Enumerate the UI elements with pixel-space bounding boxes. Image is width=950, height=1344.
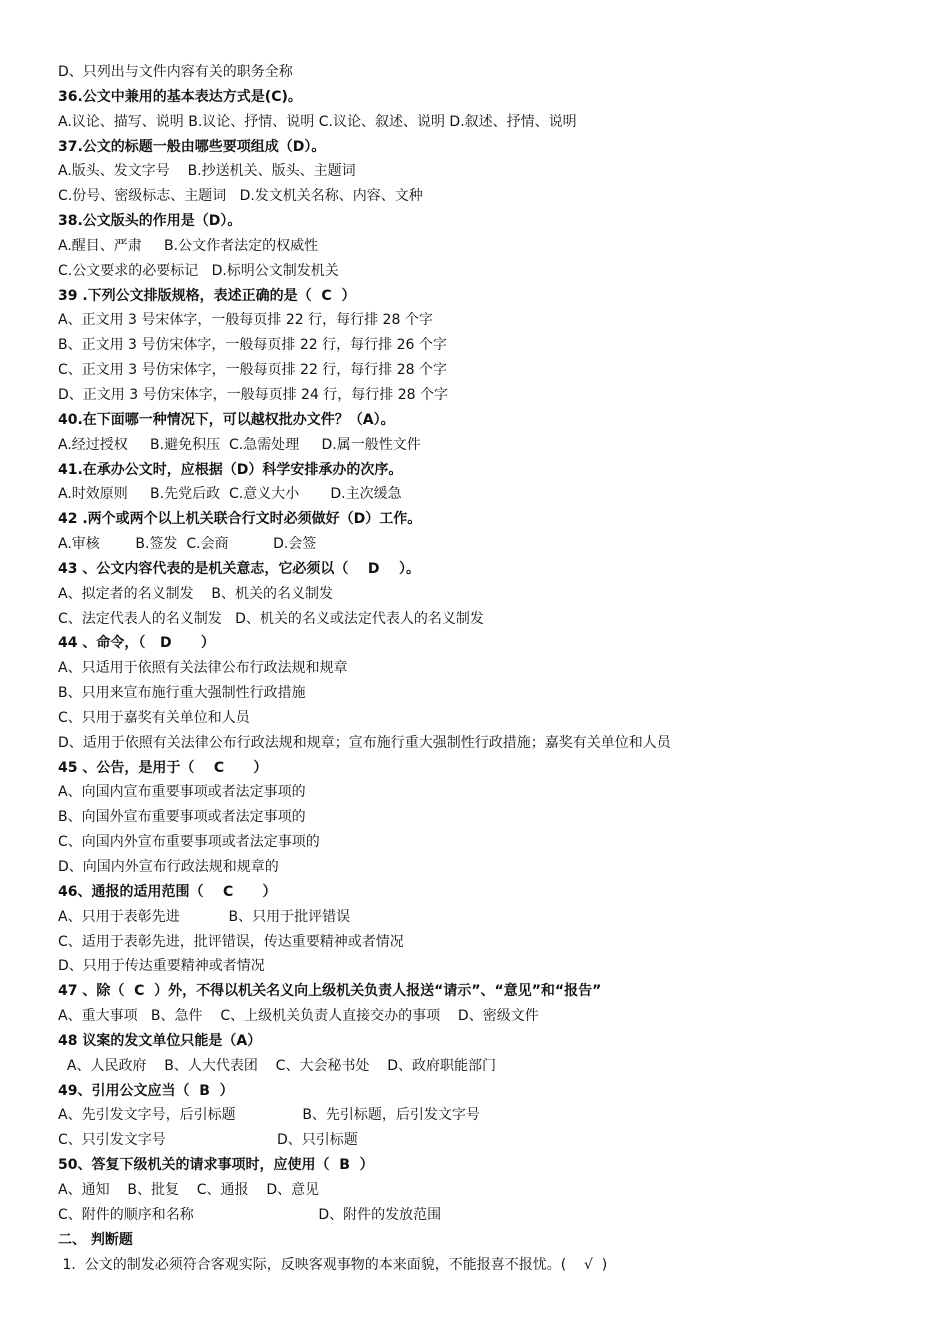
option-line: A、向国内宣布重要事项或者法定事项的 bbox=[58, 784, 306, 801]
option-line: D、向国内外宣布行政法规和规章的 bbox=[58, 859, 279, 875]
document-page bbox=[58, 60, 918, 1277]
question-44: 44 、命令，（ D ） bbox=[58, 635, 215, 652]
question-36: 36.公文中兼用的基本表达方式是(C)。 bbox=[58, 88, 302, 105]
section-heading: 二、 判断题 bbox=[58, 1231, 133, 1248]
question-46: 46、通报的适用范围（ C ） bbox=[58, 883, 277, 900]
option-line: B、只用来宣布施行重大强制性行政措施 bbox=[58, 685, 306, 702]
option-line: A.审核 B.签发 C.会商 D.会签 bbox=[58, 536, 317, 553]
question-45: 45 、公告，是用于（ C ） bbox=[58, 759, 268, 776]
option-line: B、向国外宣布重要事项或者法定事项的 bbox=[58, 809, 306, 826]
question-48: 48 议案的发文单位只能是（A） bbox=[58, 1032, 262, 1049]
option-line: A、拟定者的名义制发 B、机关的名义制发 bbox=[58, 585, 333, 602]
question-42: 42 .两个或两个以上机关联合行文时必须做好（D）工作。 bbox=[58, 511, 422, 528]
option-line: D、适用于依照有关法律公布行政法规和规章；宣布施行重大强制性行政措施；嘉奖有关单位和人员 bbox=[58, 734, 671, 751]
question-50: 50、答复下级机关的请求事项时，应使用（ B ） bbox=[58, 1157, 374, 1174]
option-line: A、只适用于依照有关法律公布行政法规和规章 bbox=[58, 660, 348, 677]
option-line: C、正文用 3 号仿宋体字，一般每页排 22 行，每行排 28 个字 bbox=[58, 362, 448, 379]
option-line: A、人民政府 B、人大代表团 C、大会秘书处 D、政府职能部门 bbox=[58, 1057, 497, 1074]
option-line: C、向国内外宣布重要事项或者法定事项的 bbox=[58, 834, 320, 851]
question-41: 41.在承办公文时，应根据（D）科学安排承办的次序。 bbox=[58, 461, 403, 478]
question-49: 49、引用公文应当（ B ） bbox=[58, 1082, 234, 1099]
option-line: A、只用于表彰先进 B、只用于批评错误 bbox=[58, 908, 351, 925]
option-line: C.份号、密级标志、主题词 D.发文机关名称、内容、文种 bbox=[58, 188, 423, 205]
option-line: D、只列出与文件内容有关的职务全称 bbox=[58, 64, 293, 80]
option-line: A、先引发文字号，后引标题 B、先引标题，后引发文字号 bbox=[58, 1107, 480, 1124]
question-43: 43 、公文内容代表的是机关意志，它必须以（ D ）。 bbox=[58, 560, 420, 577]
option-line: A.醒目、严肃 B.公文作者法定的权威性 bbox=[58, 237, 319, 254]
question-38: 38.公文版头的作用是（D）。 bbox=[58, 213, 242, 230]
question-39: 39 .下列公文排版规格，表述正确的是（ C ） bbox=[58, 287, 356, 304]
option-line: C、适用于表彰先进，批评错误，传达重要精神或者情况 bbox=[58, 933, 404, 950]
option-line: C、只用于嘉奖有关单位和人员 bbox=[58, 709, 250, 726]
option-line: D、正文用 3 号仿宋体字，一般每页排 24 行，每行排 28 个字 bbox=[58, 386, 449, 403]
question-40: 40.在下面哪一种情况下，可以越权批办文件？（A）。 bbox=[58, 411, 395, 428]
option-line: D、只用于传达重要精神或者情况 bbox=[58, 958, 265, 975]
option-line: C、附件的顺序和名称 D、附件的发放范围 bbox=[58, 1206, 442, 1223]
option-line: C.公文要求的必要标记 D.标明公文制发机关 bbox=[58, 262, 339, 279]
option-line: A、重大事项 B、急件 C、上级机关负责人直接交办的事项 D、密级文件 bbox=[58, 1008, 539, 1025]
option-line: C、法定代表人的名义制发 D、机关的名义或法定代表人的名义制发 bbox=[58, 610, 484, 627]
option-line: B、正文用 3 号仿宋体字，一般每页排 22 行，每行排 26 个字 bbox=[58, 337, 447, 354]
option-line: A.议论、描写、说明 B.议论、抒情、说明 C.议论、叙述、说明 D.叙述、抒情、说明 bbox=[58, 113, 577, 130]
option-line: A、正文用 3 号宋体字，一般每页排 22 行，每行排 28 个字 bbox=[58, 312, 433, 329]
option-line: A.时效原则 B.先党后政 C.意义大小 D.主次缓急 bbox=[58, 486, 402, 503]
option-line: C、只引发文字号 D、只引标题 bbox=[58, 1132, 358, 1149]
question-47: 47 、除（ C ）外，不得以机关名义向上级机关负责人报送“请示”、“意见”和“报告” bbox=[58, 983, 602, 1000]
option-line: A.经过授权 B.避免积压 C.急需处理 D.属一般性文件 bbox=[58, 436, 421, 453]
option-line: A、通知 B、批复 C、通报 D、意见 bbox=[58, 1181, 320, 1198]
option-line: A.版头、发文字号 B.抄送机关、版头、主题词 bbox=[58, 163, 356, 180]
judgment-item-1: 1. 公文的制发必须符合客观实际，反映客观事物的本来面貌，不能报喜不报忧。( √ ) bbox=[58, 1256, 608, 1273]
question-37: 37.公文的标题一般由哪些要项组成（D）。 bbox=[58, 138, 326, 155]
